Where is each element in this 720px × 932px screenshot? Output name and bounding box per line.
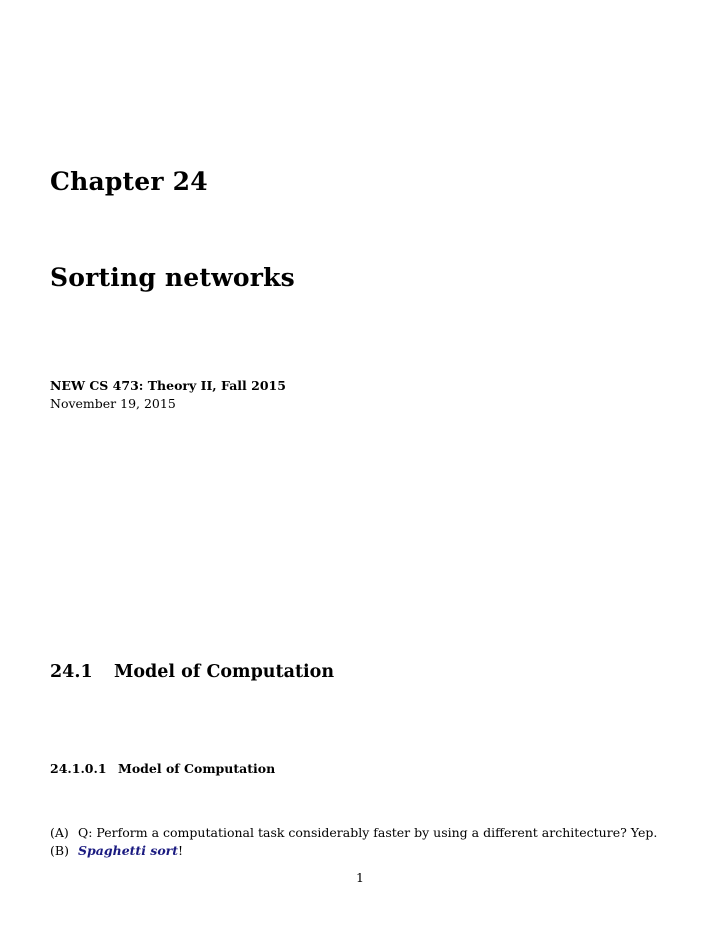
section-title: Model of Computation xyxy=(114,662,335,682)
document-title: Sorting networks xyxy=(50,263,295,292)
list-item xyxy=(50,825,657,840)
section-number: 24.1 xyxy=(50,662,93,682)
list-marker: (A) xyxy=(50,825,69,840)
chapter-title: Chapter 24 xyxy=(50,167,208,196)
subsection-heading xyxy=(50,761,275,776)
spaghetti-sort-link[interactable]: Spaghetti sort xyxy=(78,843,179,858)
list-marker: (B) xyxy=(50,843,69,858)
subsection-number: 24.1.0.1 xyxy=(50,761,107,776)
list-item xyxy=(50,843,183,858)
section-heading xyxy=(50,662,334,682)
subsection-title: Model of Computation xyxy=(118,761,276,776)
date-line: November 19, 2015 xyxy=(50,396,176,411)
course-line: NEW CS 473: Theory II, Fall 2015 xyxy=(50,378,286,393)
list-item-suffix: ! xyxy=(178,843,184,858)
list-item-text: Q: Perform a computational task considerably faster by using a different architecture? Yep. xyxy=(78,825,658,840)
page-number: 1 xyxy=(356,870,364,885)
